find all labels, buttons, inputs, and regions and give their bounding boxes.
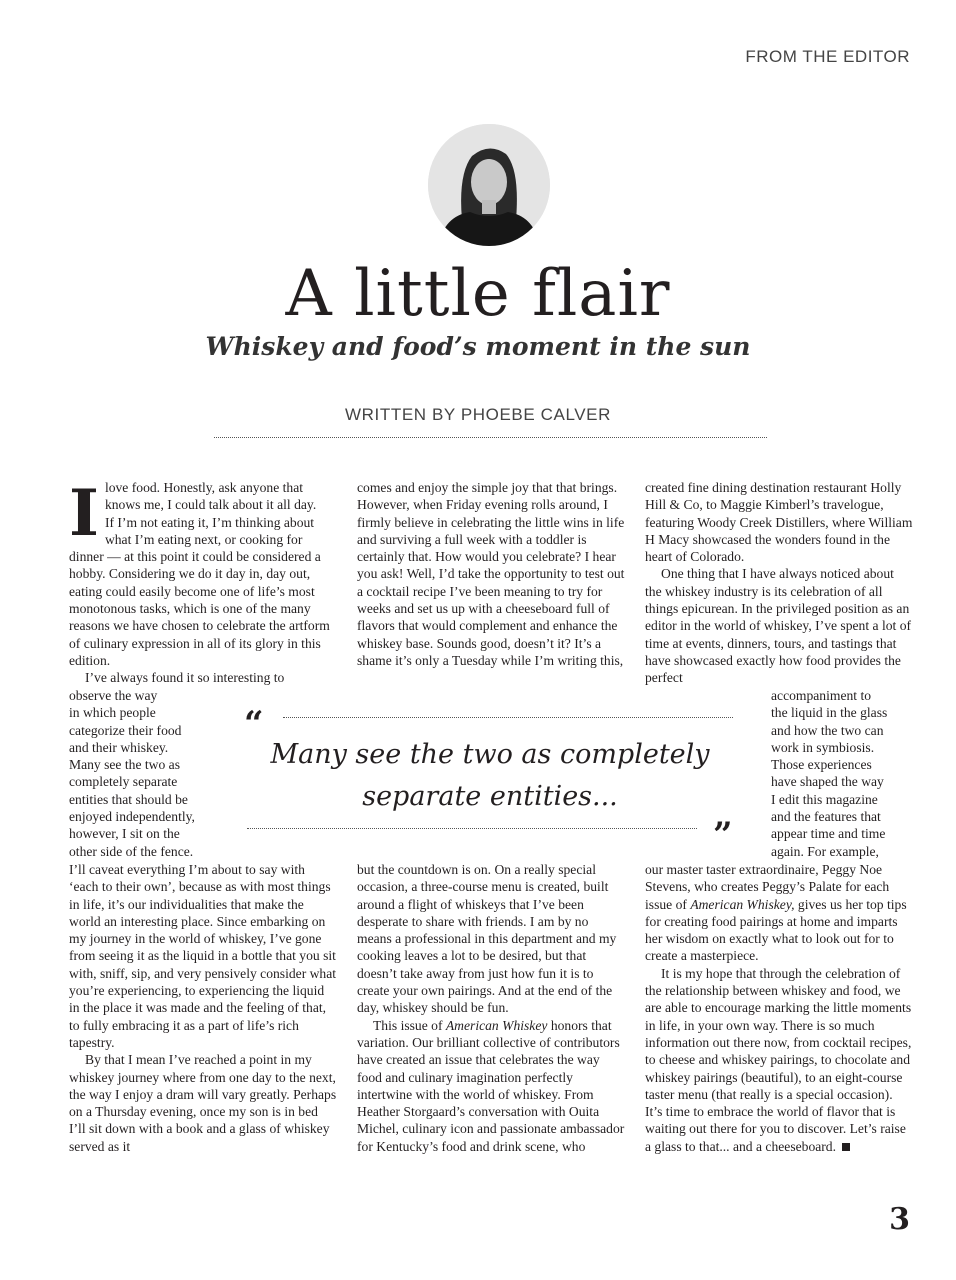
text-line: love food. Honestly, ask anyone that	[104, 480, 304, 495]
paragraph: I’ve always found it so interesting to	[85, 670, 285, 686]
close-quote-icon: ”	[713, 815, 733, 855]
pull-quote-text: Many see the two as completely separate entities...	[270, 739, 710, 812]
paragraph: I’ll caveat everything I’m about to say with ‘each to their own’, because as with most things in life, it’s our individualities that make the world an interesting place. Since embarking on my journey in the world of whiskey, I’ve gone from seeing it as the liquid in a bottle that you sit with, sniff, sip, and very pensively consider what you’re experiencing, to experiencing the liquid in the place it was made and the feeling of that, to fully embracing it as a part of life’s rich tapestry.	[69, 862, 337, 1050]
text-line: If I’m not eating it, I’m thinking about	[104, 514, 315, 530]
byline: WRITTEN BY PHOEBE CALVER	[345, 405, 611, 424]
page-number: 3	[889, 1202, 910, 1237]
end-of-article-icon	[842, 1143, 850, 1151]
paragraph: comes and enjoy the simple joy that that brings. However, when Friday evening rolls around, I firmly believe in celebrating the little wins in life and surviving a full week with a toddler is certainly that. How would you celebrate? I hear you ask! Well, I’d take the opportunity to test out a cocktail recipe I’ve been meaning to try for weeks and set us up with a cheeseboard full of flavors that would complement and enhance the whiskey base. Sounds good, doesn’t it? It’s a shame it’s only a Tuesday while I’m writing this,	[357, 480, 625, 668]
column-3-narrow	[771, 687, 921, 860]
column-1-top	[69, 476, 337, 687]
publication-name: American Whiskey	[445, 1017, 548, 1033]
text-line: knows me, I could talk about it all day.	[104, 497, 317, 513]
text-line: and the features that	[771, 809, 881, 825]
text-line: I edit this magazine	[771, 791, 878, 807]
text-line: entities that should be	[69, 791, 188, 807]
open-quote-icon: “	[244, 704, 264, 744]
text-run: honors that variation. Our brilliant collective of contributors have created an issue that celebrates the way food and culinary imagination perfectly intertwine with the world of whiskey. From Heather Storgaard’s conversation with Ouita Michel, culinary icon and passionate ambassador for Kentucky’s food and drink scene, who	[357, 1017, 625, 1154]
text-line: and how the two can	[771, 722, 884, 738]
text-line: categorize their food	[69, 722, 182, 738]
column-3-top	[645, 479, 913, 687]
drop-cap: I	[69, 476, 99, 551]
text-line: Many see the two as	[69, 757, 180, 773]
publication-name: American Whiskey,	[690, 896, 795, 912]
text-line: have shaped the way	[771, 774, 884, 790]
paragraph: created fine dining destination restaurant Holly Hill & Co, to Maggie Kimberl’s travelogue, featuring Woody Creek Distillers, where William H Macy showcased the wonders found in the heart of Colorado.	[645, 480, 913, 565]
text-line: enjoyed independently,	[69, 809, 195, 825]
section-label: FROM THE EDITOR	[745, 47, 910, 66]
text-block: dinner — at this point it could be considered a hobby. Considering we do it day in, day out, eating could easily become one of life’s most monotonous tasks, which is one of the many reasons we have chosen to celebrate the artform of culinary expression in all of its glory in this edition.	[69, 549, 330, 668]
paragraph	[645, 965, 913, 1155]
article-standfirst: Whiskey and food’s moment in the sun	[205, 332, 751, 361]
text-line: however, I sit on the	[69, 826, 180, 842]
text-line: other side of the fence.	[69, 843, 194, 859]
text-line: Those experiences	[771, 757, 872, 773]
column-1-narrow	[69, 687, 229, 860]
paragraph	[645, 861, 913, 965]
paragraph: One thing that I have always noticed about the whiskey industry is its celebration of all things epicurean. In the privileged position as an editor in the world of whiskey, I’ve spent a lot of time at events, dinners, tours, and tastings that have showcased exactly how food provides the perfect	[645, 566, 912, 686]
paragraph	[357, 1017, 625, 1155]
text-run: our master taster extraordinaire, Peggy Noe Stevens, who creates Peggy’s Palate for each issue of	[645, 862, 890, 912]
text-run: It is my hope that through the celebration of the relationship between whiskey and food, we are able to encourage marking the little moments in life, in your own way. There is so much information out there now, from cocktail recipes, to cheese and whiskey pairings, to chocolate and whiskey pairings (beautiful), to an eight-course taster menu (that really is a special occasion). It’s time to embrace the world of flavor that is waiting out there for you to discover. Let’s raise a glass to that... and a cheeseboard.	[645, 965, 912, 1154]
text-line: the liquid in the glass	[771, 705, 888, 721]
text-line: what I’m eating next, or cooking for	[104, 531, 303, 547]
paragraph: By that I mean I’ve reached a point in my whiskey journey where from one day to the next, the way I enjoy a dram will vary greatly. Perhaps on a Thursday evening, once my son is in bed I’ll sit down with a book and a glass of whiskey served as it	[69, 1052, 337, 1154]
text-line: appear time and time	[771, 826, 886, 842]
text-line: in which people	[69, 705, 156, 721]
column-2-top	[357, 479, 625, 669]
text-line: and their whiskey.	[69, 739, 169, 755]
column-1-bottom	[69, 861, 337, 1155]
paragraph-intro	[69, 476, 337, 669]
column-2-bottom	[357, 861, 625, 1155]
author-avatar	[428, 124, 550, 246]
text-line: observe the way	[69, 688, 158, 703]
text-line: again. For example,	[771, 843, 879, 859]
column-3-bottom	[645, 861, 913, 1155]
author-portrait-icon	[428, 124, 550, 246]
byline-divider	[214, 437, 767, 438]
pull-quote-top-rule	[283, 717, 733, 718]
text-run: gives us her top tips for creating food pairings at home and imparts her wisdom on exactly what to look out for to create a masterpiece.	[645, 896, 907, 964]
text-line: completely separate	[69, 774, 178, 790]
article-title: A little flair	[285, 257, 671, 331]
paragraph: but the countdown is on. On a really special occasion, a three-course menu is created, built around a flight of whiskeys that I’ve been desperate to share with friends. I am by no means a professional in this department and my cooking leaves a lot to be desired, but that doesn’t take away from just how fun it is to create your own pairings. And at the end of the day, whiskey should be fun.	[357, 862, 617, 1016]
text-line: work in symbiosis.	[771, 739, 875, 755]
pull-quote-bottom-rule	[247, 828, 697, 829]
text-run: This issue of	[373, 1017, 446, 1033]
text-line: accompaniment to	[771, 688, 872, 703]
